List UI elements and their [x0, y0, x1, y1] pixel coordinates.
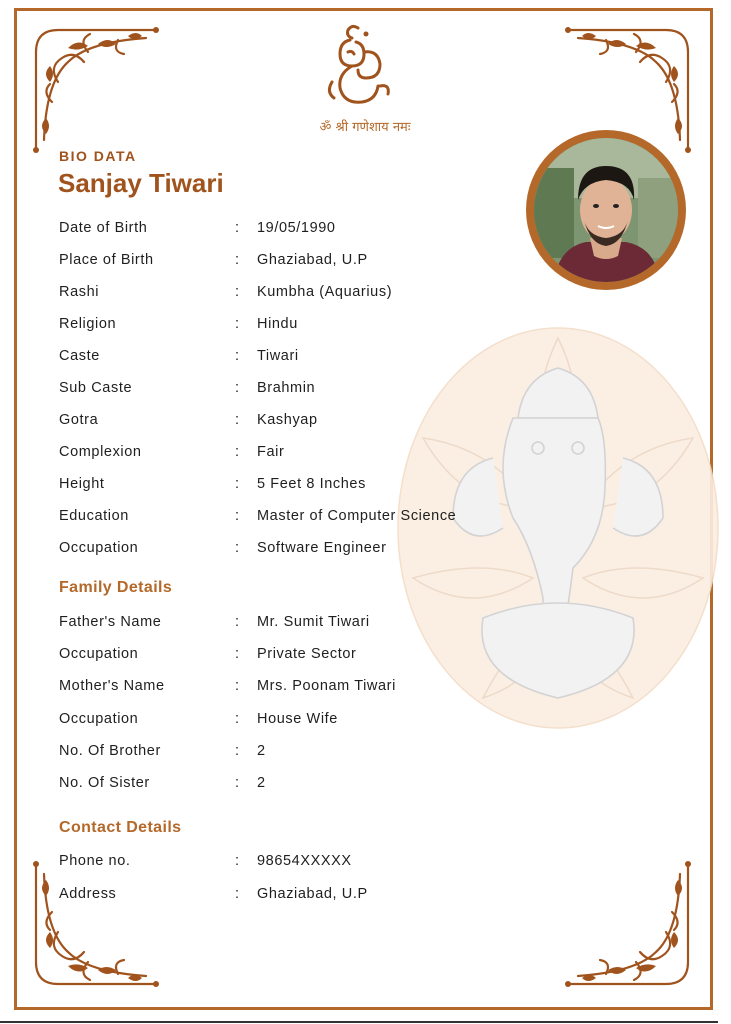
row-value: Private Sector: [257, 646, 357, 662]
row-separator: :: [235, 743, 240, 759]
row-separator: :: [235, 540, 240, 556]
row-label: Complexion: [59, 444, 142, 460]
row-value: Kashyap: [257, 412, 318, 428]
row-value: 2: [257, 775, 266, 791]
ganesha-watermark-icon: [393, 318, 723, 738]
profile-photo-frame: [526, 130, 686, 290]
row-value: Ghaziabad, U.P: [257, 252, 368, 268]
row-separator: :: [235, 775, 240, 791]
row-separator: :: [235, 380, 240, 396]
family-details-heading: Family Details: [59, 579, 173, 596]
row-value: Ghaziabad, U.P: [257, 886, 368, 902]
row-value: Fair: [257, 444, 285, 460]
row-value: Mr. Sumit Tiwari: [257, 614, 370, 630]
row-separator: :: [235, 614, 240, 630]
row-value: Hindu: [257, 316, 298, 332]
row-label: Rashi: [59, 284, 100, 300]
row-value: Software Engineer: [257, 540, 387, 556]
ganesh-logo-icon: [318, 22, 398, 112]
person-name: Sanjay Tiwari: [58, 168, 224, 198]
row-label: Occupation: [59, 540, 139, 556]
row-label: Father's Name: [59, 614, 162, 630]
row-separator: :: [235, 284, 240, 300]
row-separator: :: [235, 348, 240, 364]
row-label: Date of Birth: [59, 220, 148, 236]
row-value: 5 Feet 8 Inches: [257, 476, 366, 492]
row-label: Address: [59, 886, 117, 902]
row-label: Caste: [59, 348, 100, 364]
floral-corner-bottom-right-icon: [556, 852, 696, 992]
row-separator: :: [235, 646, 240, 662]
floral-corner-bottom-left-icon: [28, 852, 168, 992]
row-separator: :: [235, 886, 240, 902]
person-avatar-icon: [534, 138, 678, 282]
row-label: No. Of Sister: [59, 775, 150, 791]
profile-photo: [534, 138, 678, 282]
row-value: 19/05/1990: [257, 220, 336, 236]
row-label: Education: [59, 508, 129, 524]
row-label: Occupation: [59, 646, 139, 662]
row-label: Phone no.: [59, 853, 131, 869]
row-separator: :: [235, 711, 240, 727]
row-label: Gotra: [59, 412, 99, 428]
row-separator: :: [235, 412, 240, 428]
bio-data-label: BIO DATA: [59, 148, 137, 164]
row-value: Kumbha (Aquarius): [257, 284, 393, 300]
row-separator: :: [235, 220, 240, 236]
bottom-rule: [0, 1021, 718, 1023]
floral-corner-top-left-icon: [28, 22, 168, 162]
row-value: Brahmin: [257, 380, 316, 396]
row-value: Tiwari: [257, 348, 299, 364]
row-separator: :: [235, 252, 240, 268]
mantra-heading: ॐ श्री गणेशाय नमः: [319, 120, 411, 135]
row-separator: :: [235, 476, 240, 492]
row-label: No. Of Brother: [59, 743, 161, 759]
row-value: House Wife: [257, 711, 338, 727]
contact-details-heading: Contact Details: [59, 819, 182, 836]
row-separator: :: [235, 316, 240, 332]
row-label: Occupation: [59, 711, 139, 727]
row-separator: :: [235, 508, 240, 524]
row-value: Mrs. Poonam Tiwari: [257, 678, 396, 694]
row-value: 2: [257, 743, 266, 759]
row-label: Religion: [59, 316, 117, 332]
row-separator: :: [235, 853, 240, 869]
row-value: 98654XXXXX: [257, 853, 352, 869]
row-label: Place of Birth: [59, 252, 154, 268]
row-separator: :: [235, 678, 240, 694]
row-value: Master of Computer Science: [257, 508, 457, 524]
row-separator: :: [235, 444, 240, 460]
row-label: Height: [59, 476, 105, 492]
row-label: Mother's Name: [59, 678, 165, 694]
row-label: Sub Caste: [59, 380, 133, 396]
